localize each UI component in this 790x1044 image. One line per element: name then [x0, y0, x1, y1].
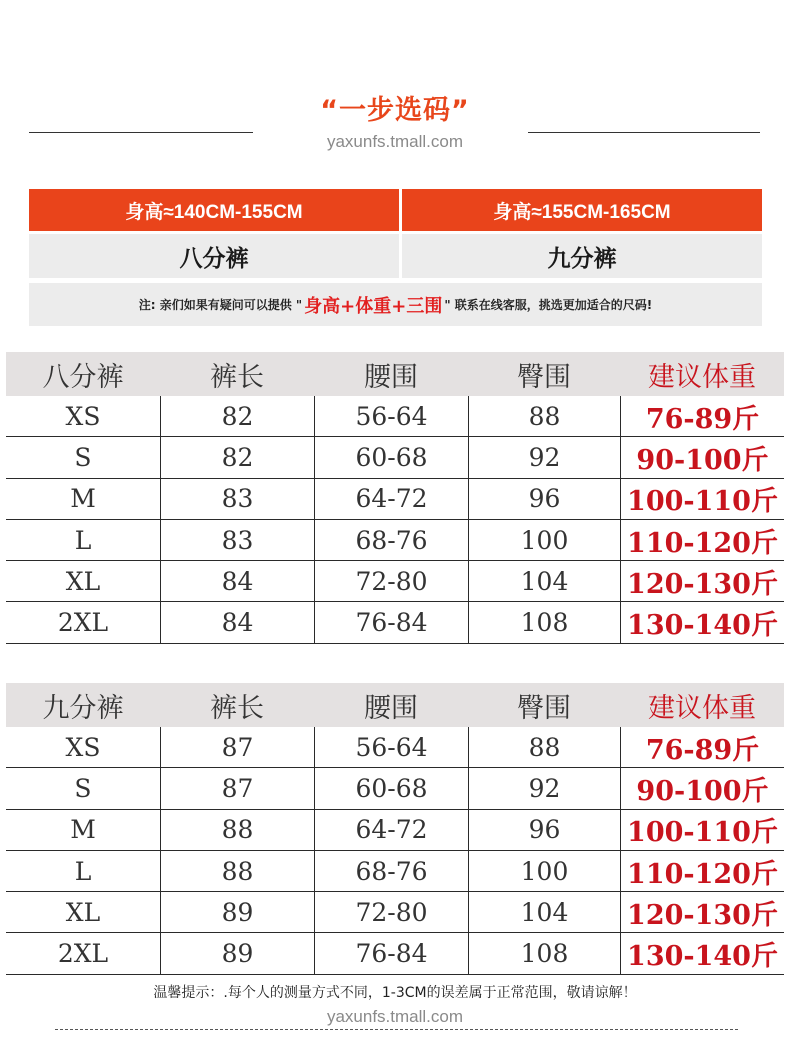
size-cell: XL: [65, 897, 101, 927]
hip-cell: 100: [468, 520, 620, 560]
size-cell: L: [74, 856, 92, 886]
header-cell: 九分裤: [42, 692, 124, 724]
weight-cell: 120-130斤: [620, 561, 784, 601]
table-row: [6, 892, 784, 933]
table-row: [6, 437, 784, 478]
weight-cell: 90-100斤: [620, 768, 784, 808]
page-title: “一步选码”: [320, 95, 470, 126]
table-row: [6, 520, 784, 561]
waist-cell: 76-84: [314, 933, 468, 973]
weight-cell: 100-110斤: [620, 810, 784, 850]
table-row: [6, 602, 784, 643]
weight-cell: 120-130斤: [620, 892, 784, 932]
waist-cell: 72-80: [314, 892, 468, 932]
length-cell: 82: [160, 396, 314, 436]
table-row: [6, 396, 784, 437]
waist-cell: 56-64: [314, 396, 468, 436]
hip-cell: 88: [468, 396, 620, 436]
pants-type-8fen: 八分裤: [29, 234, 399, 278]
size-cell: 2XL: [57, 608, 109, 638]
length-cell: 87: [160, 768, 314, 808]
weight-cell: 76-89斤: [620, 396, 784, 436]
waist-cell: 56-64: [314, 727, 468, 767]
header-cell: 腰围: [364, 361, 418, 393]
weight-cell: 130-140斤: [620, 602, 784, 642]
table-row: [6, 479, 784, 520]
header-cell: 裤长: [210, 692, 264, 724]
consult-note-highlight: 身高+体重+三围: [304, 295, 443, 317]
weight-cell: 110-120斤: [620, 851, 784, 891]
length-cell: 88: [160, 810, 314, 850]
size-cell: S: [74, 773, 92, 803]
length-cell: 84: [160, 602, 314, 642]
hip-cell: 108: [468, 933, 620, 973]
waist-cell: 76-84: [314, 602, 468, 642]
waist-cell: 68-76: [314, 851, 468, 891]
hip-cell: 92: [468, 768, 620, 808]
footer-store-url: yaxunfs.tmall.com: [326, 1007, 464, 1026]
length-cell: 89: [160, 892, 314, 932]
size-table-9fen: [6, 683, 784, 975]
size-cell: XL: [65, 566, 101, 596]
height-range-9fen: 身高≈155CM-165CM: [402, 189, 762, 231]
header-cell: 臀围: [517, 361, 571, 393]
consult-note-prefix: 注: 亲们如果有疑问可以提供 ": [138, 298, 303, 312]
table-row: [6, 933, 784, 974]
hip-cell: 104: [468, 561, 620, 601]
weight-cell: 110-120斤: [620, 520, 784, 560]
waist-cell: 60-68: [314, 768, 468, 808]
hip-cell: 108: [468, 602, 620, 642]
consult-note: [29, 283, 762, 326]
weight-cell: 100-110斤: [620, 479, 784, 519]
waist-cell: 68-76: [314, 520, 468, 560]
header-cell: 腰围: [364, 692, 418, 724]
header-cell: 八分裤: [42, 361, 124, 393]
length-cell: 87: [160, 727, 314, 767]
length-cell: 83: [160, 520, 314, 560]
length-cell: 89: [160, 933, 314, 973]
measurement-tip: 温馨提示：.每个人的测量方式不同，1-3CM的误差属于正常范围，敬请谅解！: [153, 985, 637, 1001]
waist-cell: 72-80: [314, 561, 468, 601]
length-cell: 82: [160, 437, 314, 477]
table-row: [6, 727, 784, 768]
consult-note-suffix: " 联系在线客服，挑选更加适合的尺码!: [444, 298, 653, 312]
hip-cell: 96: [468, 479, 620, 519]
hip-cell: 88: [468, 727, 620, 767]
weight-cell: 130-140斤: [620, 933, 784, 973]
height-range-8fen: 身高≈140CM-155CM: [29, 189, 399, 231]
size-cell: M: [70, 484, 96, 514]
size-table-8fen: [6, 352, 784, 644]
size-cell: S: [74, 442, 92, 472]
table-row: [6, 851, 784, 892]
length-cell: 88: [160, 851, 314, 891]
hip-cell: 100: [468, 851, 620, 891]
table-row: [6, 768, 784, 809]
size-cell: XS: [65, 401, 101, 431]
size-cell: L: [74, 525, 92, 555]
header-cell: 建议体重: [648, 361, 756, 393]
header-cell: 裤长: [210, 361, 264, 393]
waist-cell: 60-68: [314, 437, 468, 477]
table-header-row: [6, 352, 784, 396]
header-cell: 臀围: [517, 692, 571, 724]
hip-cell: 96: [468, 810, 620, 850]
pants-type-9fen: 九分裤: [402, 234, 762, 278]
size-cell: 2XL: [57, 939, 109, 969]
weight-cell: 90-100斤: [620, 437, 784, 477]
store-url: yaxunfs.tmall.com: [326, 132, 464, 151]
hip-cell: 104: [468, 892, 620, 932]
hip-cell: 92: [468, 437, 620, 477]
table-header-row: [6, 683, 784, 727]
table-row: [6, 561, 784, 602]
height-guide-band: [29, 189, 762, 326]
weight-cell: 76-89斤: [620, 727, 784, 767]
size-cell: M: [70, 815, 96, 845]
waist-cell: 64-72: [314, 810, 468, 850]
length-cell: 84: [160, 561, 314, 601]
footer-dashed-rule: [55, 1029, 738, 1030]
table-row: [6, 810, 784, 851]
waist-cell: 64-72: [314, 479, 468, 519]
size-cell: XS: [65, 732, 101, 762]
length-cell: 83: [160, 479, 314, 519]
header-cell: 建议体重: [648, 692, 756, 724]
